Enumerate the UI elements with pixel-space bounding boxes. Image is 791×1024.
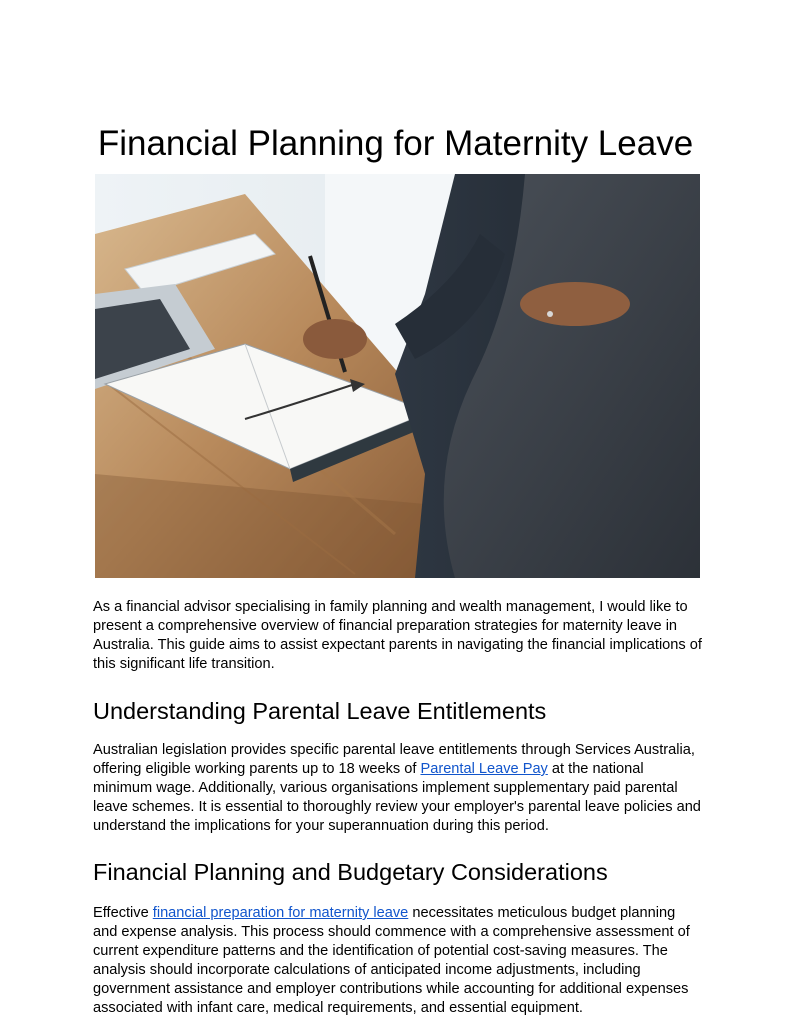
entitlements-text-start: Australian legislation provides specific parental leave entitlements through Services Australia, offering eligible working parents up to 18 weeks of xyxy=(93,742,695,777)
entitlements-text-end: at the national minimum wage. Additionally, various organisations implement supplementary paid parental leave schemes. It is essential to thoroughly review your employer's parental leave policies and understand the implications for your superannuation during this period. xyxy=(93,761,701,834)
budgeting-text-end: necessitates meticulous budget planning and expense analysis. This process should commence with a comprehensive assessment of current expenditure patterns and the identification of potential cost-saving measures. The analysis should incorporate calculations of anticipated income adjustments, including government assistance and employer contributions while accounting for additional expenses associated with infant care, medical requirements, and essential equipment. xyxy=(93,905,690,1016)
section-heading-entitlements: Understanding Parental Leave Entitlements xyxy=(93,698,547,724)
entitlements-paragraph xyxy=(93,741,703,836)
hero-image xyxy=(95,174,700,578)
financial-preparation-link[interactable]: financial preparation for maternity leave xyxy=(152,905,409,921)
budgeting-text-start: Effective xyxy=(93,905,153,921)
parental-leave-pay-link[interactable]: Parental Leave Pay xyxy=(420,761,548,777)
section-heading-budgeting: Financial Planning and Budgetary Considerations xyxy=(93,859,608,885)
intro-paragraph: As a financial advisor specialising in family planning and wealth management, I would like to present a comprehensive overview of financial preparation strategies for maternity leave in Australia. This guide aims to assist expectant parents in navigating the financial implications of this significant life transition. xyxy=(93,599,702,672)
page-title: Financial Planning for Maternity Leave xyxy=(97,124,694,163)
budgeting-paragraph xyxy=(93,904,703,1018)
